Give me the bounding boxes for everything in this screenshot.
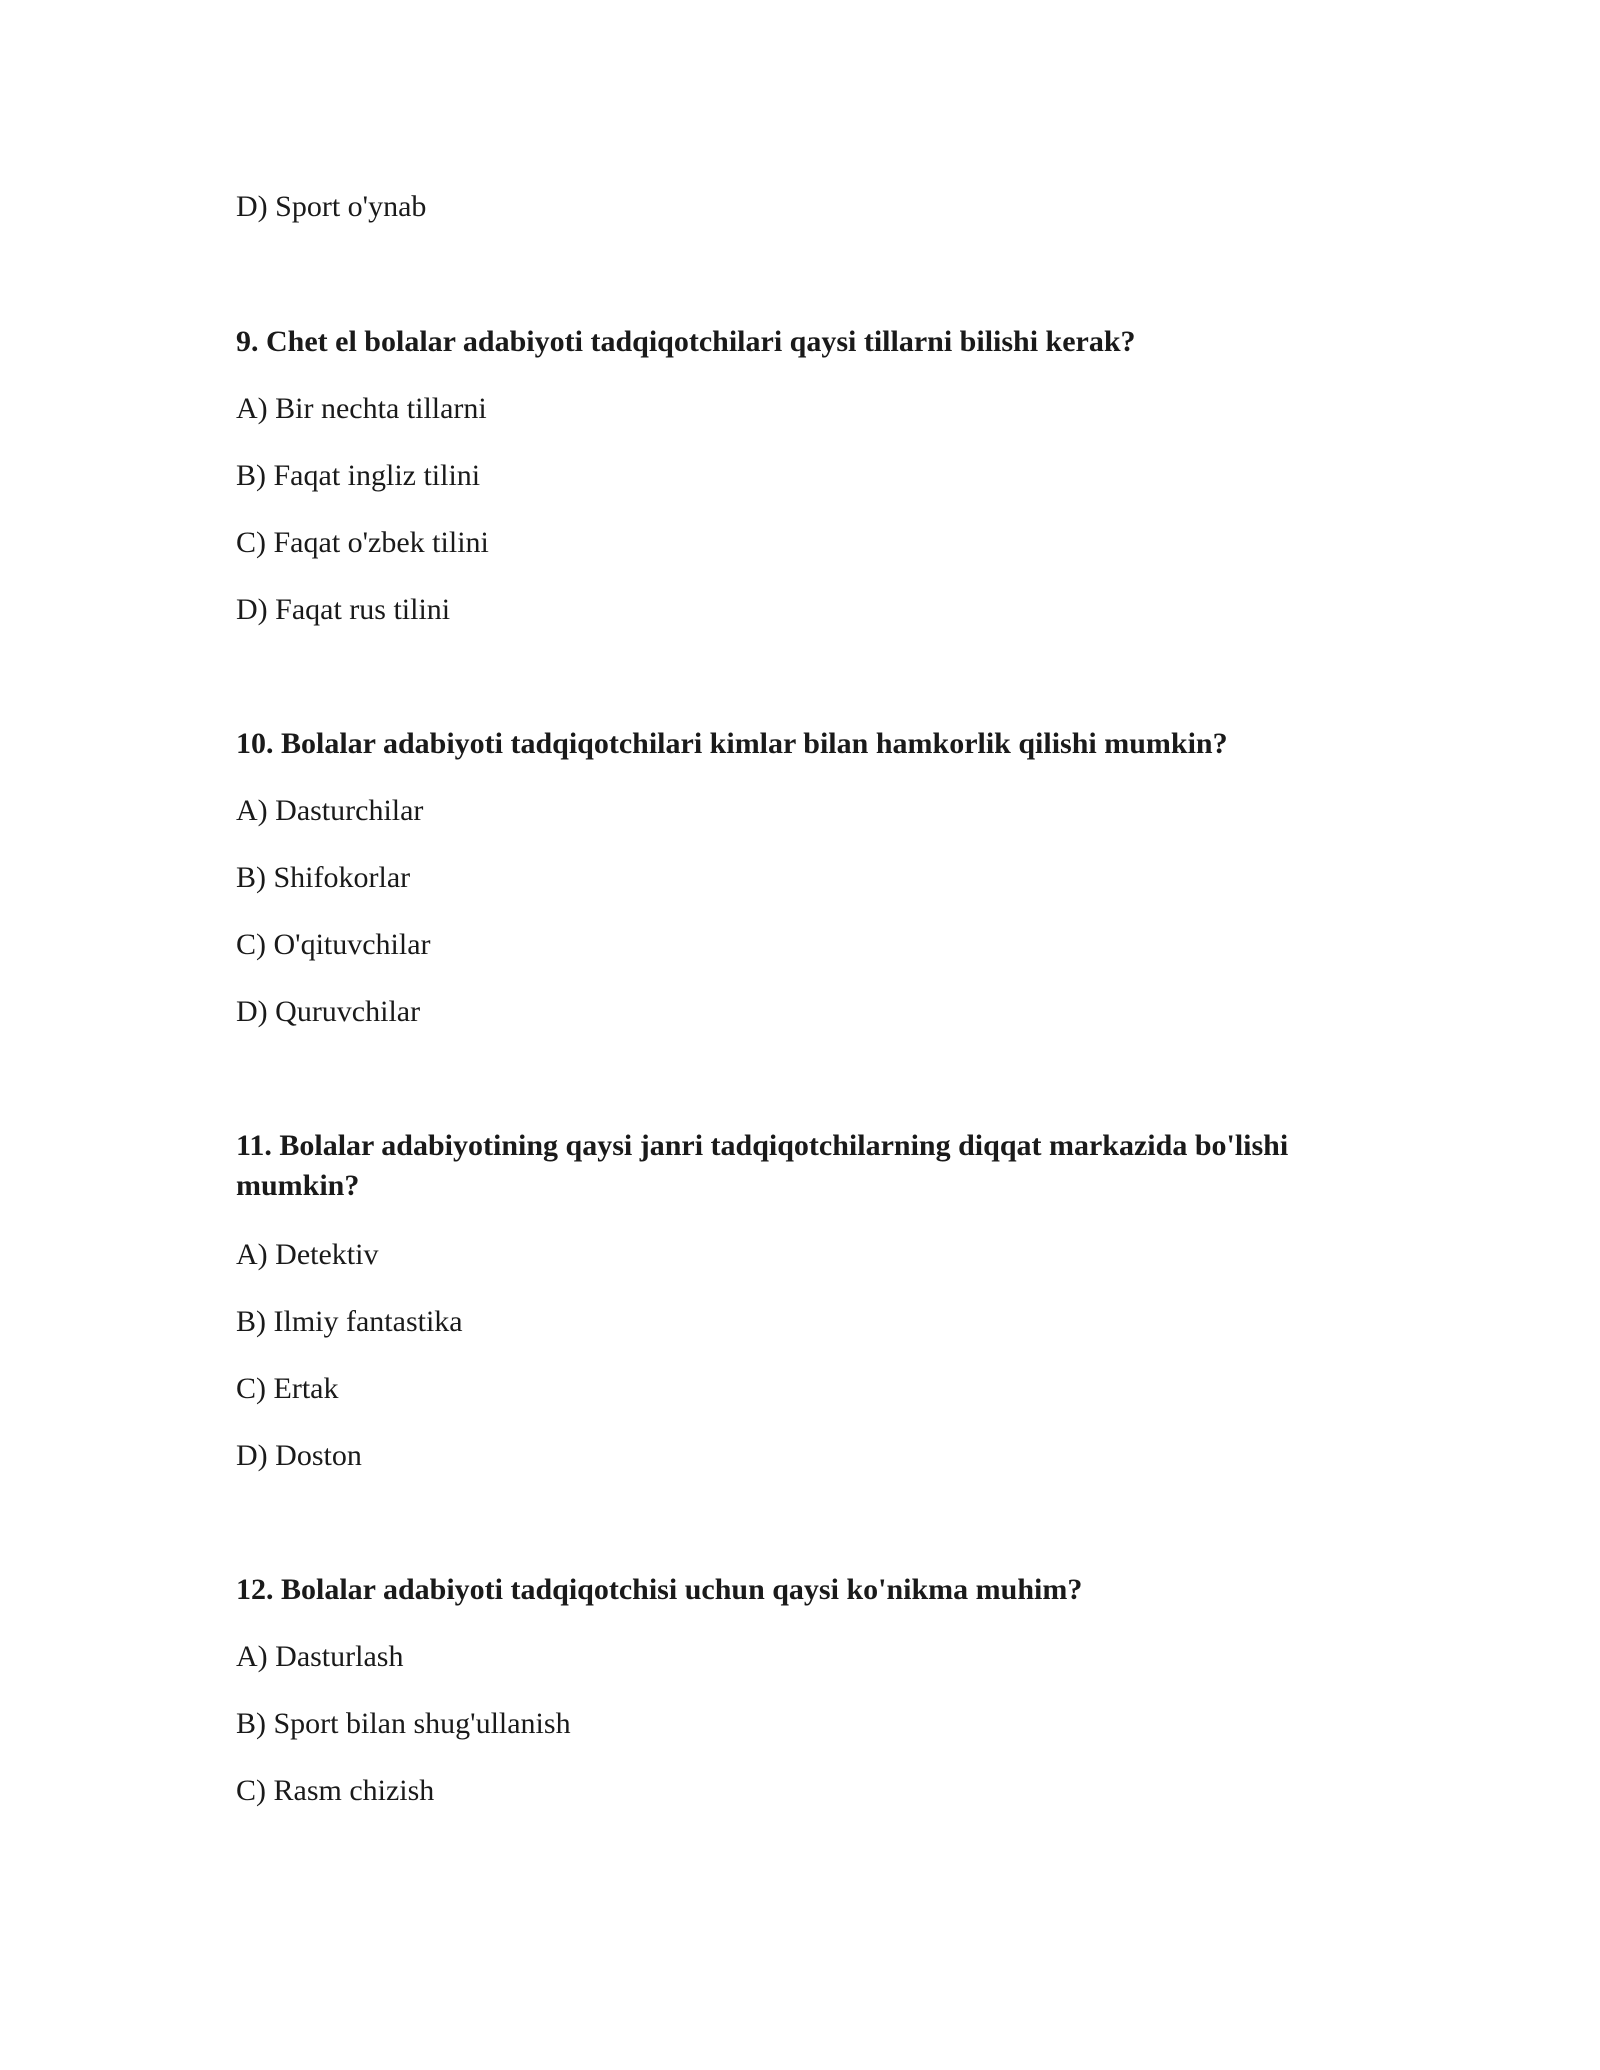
answer-option: C) O'qituvchilar (236, 928, 431, 961)
answer-option: B) Ilmiy fantastika (236, 1305, 463, 1338)
question-11: 11. Bolalar adabiyotining qaysi janri tadqiqotchilarning diqqat markazida bo'lishi mumkin? (236, 1129, 1289, 1202)
answer-option: A) Dasturlash (236, 1640, 404, 1673)
question-9: 9. Chet el bolalar adabiyoti tadqiqotchilari qaysi tillarni bilishi kerak? (236, 325, 1136, 358)
answer-option: D) Sport o'ynab (236, 190, 427, 223)
question-10: 10. Bolalar adabiyoti tadqiqotchilari kimlar bilan hamkorlik qilishi mumkin? (236, 727, 1228, 760)
question-12: 12. Bolalar adabiyoti tadqiqotchisi uchun qaysi ko'nikma muhim? (236, 1573, 1083, 1606)
answer-option: D) Faqat rus tilini (236, 593, 451, 626)
answer-option: C) Ertak (236, 1372, 339, 1405)
answer-option: A) Bir nechta tillarni (236, 392, 487, 425)
answer-option: C) Rasm chizish (236, 1774, 435, 1807)
answer-option: C) Faqat o'zbek tilini (236, 526, 489, 559)
answer-option: B) Faqat ingliz tilini (236, 459, 481, 492)
answer-option: D) Quruvchilar (236, 995, 421, 1028)
answer-option: A) Detektiv (236, 1238, 379, 1271)
answer-option: B) Sport bilan shug'ullanish (236, 1707, 571, 1740)
answer-option: A) Dasturchilar (236, 794, 424, 827)
answer-option: B) Shifokorlar (236, 861, 411, 894)
answer-option: D) Doston (236, 1439, 362, 1472)
